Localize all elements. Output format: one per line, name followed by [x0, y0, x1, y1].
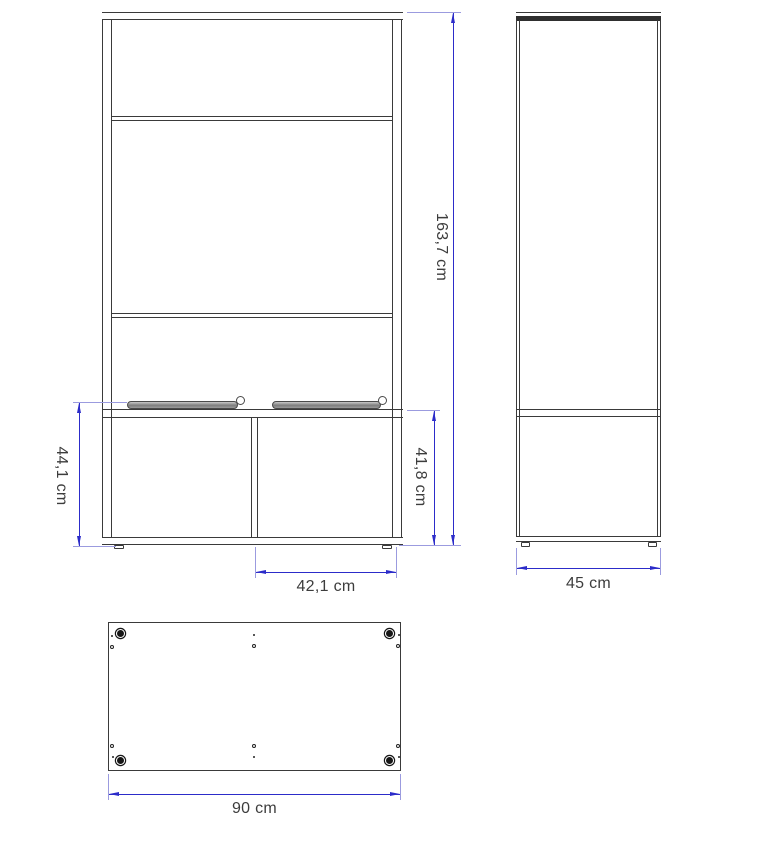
side-front-edge: [516, 20, 520, 537]
side-back-edge: [657, 20, 661, 537]
dowel-pin: [398, 756, 400, 758]
screw-hole: [396, 744, 400, 748]
dimension-label-depth: 45 cm: [565, 575, 612, 592]
foot-glide-bottom-right: [386, 757, 393, 764]
dowel-pin: [253, 756, 255, 758]
front-foot-right: [382, 545, 392, 550]
extension-line: [660, 548, 661, 575]
dowel-pin: [111, 635, 113, 637]
dimension-label-width: 90 cm: [231, 800, 278, 817]
hanging-rail-right-knob: [378, 396, 387, 405]
dimension-label-compartment-width: 42,1 cm: [296, 578, 356, 595]
screw-hole: [252, 644, 256, 648]
front-shelf-line-middle: [111, 317, 393, 318]
hanging-rail-right: [272, 401, 381, 409]
extension-line: [516, 548, 517, 575]
side-top-edge: [516, 12, 661, 13]
hanging-rail-left: [127, 401, 238, 409]
extension-line: [399, 545, 461, 546]
front-upper-fascia: [111, 19, 393, 117]
extension-line: [108, 774, 109, 800]
dowel-pin: [112, 756, 114, 758]
side-foot-right: [648, 542, 657, 547]
arrow-left-icon: [517, 566, 527, 570]
arrow-left-icon: [109, 792, 119, 796]
arrow-up-icon: [451, 13, 455, 23]
hanging-rail-left-knob: [236, 396, 245, 405]
dimension-line: [517, 568, 660, 569]
arrow-down-icon: [451, 535, 455, 545]
screw-hole: [110, 744, 114, 748]
dimension-line: [434, 411, 435, 545]
dimension-label-lower-left-height: 44,1 cm: [53, 446, 70, 506]
dowel-pin: [398, 634, 400, 636]
screw-hole: [110, 645, 114, 649]
dimension-line: [79, 403, 80, 546]
dimension-line: [109, 794, 400, 795]
front-right-wall: [392, 19, 402, 537]
arrow-left-icon: [256, 570, 266, 574]
arrow-right-icon: [390, 792, 400, 796]
foot-glide-top-right: [386, 630, 393, 637]
foot-glide-bottom-left: [117, 757, 124, 764]
extension-line: [73, 546, 116, 547]
dimension-label-total-height: 163,7 cm: [433, 212, 450, 282]
dimension-line: [453, 13, 454, 545]
arrow-down-icon: [77, 536, 81, 546]
front-bottom-panel: [102, 537, 403, 545]
foot-glide-top-left: [117, 630, 124, 637]
extension-line: [73, 402, 127, 403]
side-foot-left: [521, 542, 530, 547]
screw-hole: [396, 644, 400, 648]
arrow-down-icon: [432, 535, 436, 545]
side-bottom-panel: [516, 536, 661, 542]
extension-line: [396, 547, 397, 578]
screw-hole: [252, 744, 256, 748]
side-center-shelf: [516, 409, 661, 417]
dimension-line: [256, 572, 396, 573]
extension-line: [400, 774, 401, 800]
arrow-up-icon: [432, 411, 436, 421]
arrow-right-icon: [386, 570, 396, 574]
front-middle-compartment: [111, 120, 393, 314]
dimension-label-lower-right-height: 41,8 cm: [412, 447, 429, 507]
arrow-right-icon: [650, 566, 660, 570]
front-lower-partition: [251, 417, 258, 537]
dowel-pin: [253, 634, 255, 636]
side-top-panel: [516, 16, 661, 21]
arrow-up-icon: [77, 403, 81, 413]
